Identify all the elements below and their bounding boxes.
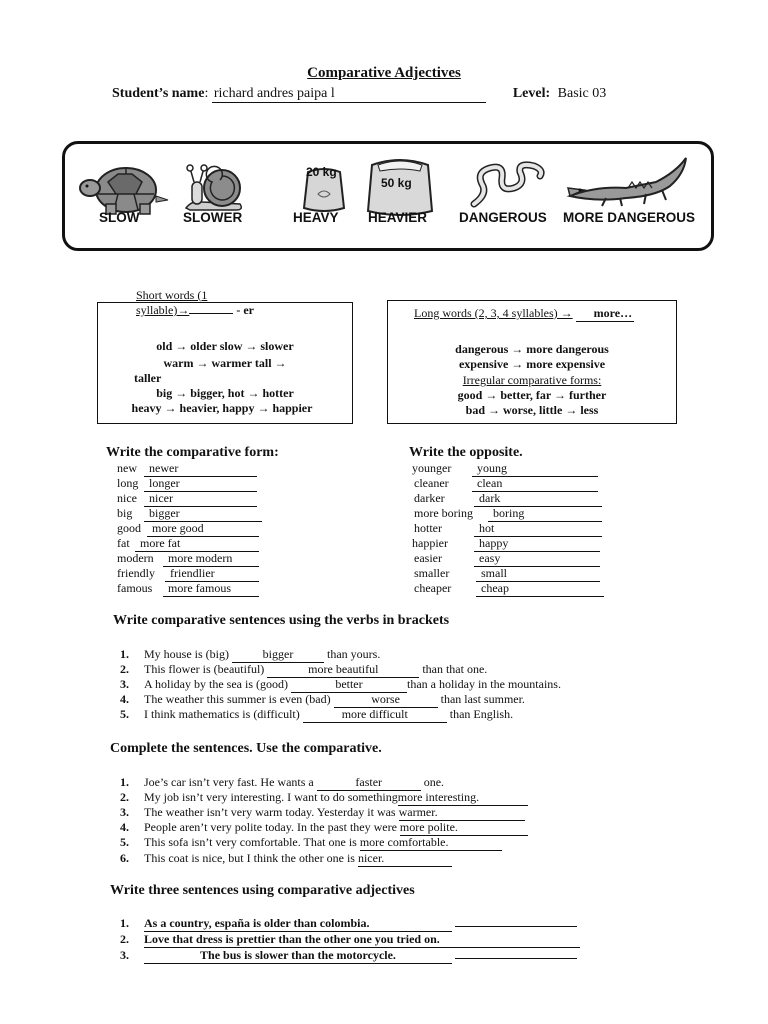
opposite-title: Write the opposite.: [409, 445, 523, 460]
short-words-heading-line1: Short words (1: [136, 288, 208, 302]
answer-field[interactable]: nicer.: [358, 851, 452, 867]
answer-field[interactable]: longer: [144, 476, 257, 492]
list-item: cleaner clean: [412, 476, 604, 491]
list-item: happier happy: [412, 536, 604, 551]
list-item: easier easy: [412, 551, 604, 566]
crocodile-icon: [566, 152, 690, 208]
brackets-section-title: Write comparative sentences using the verbs in brackets: [113, 613, 450, 628]
answer-field[interactable]: friendlier: [165, 566, 259, 582]
answer-field[interactable]: faster: [317, 775, 421, 791]
own-sentences-list: 1. As a country, españa is older than colombia. 2. Love that dress is prettier than the other one you tried on. 3. The bus is slower than the motorcycle.: [120, 916, 690, 966]
answer-field[interactable]: better: [291, 677, 407, 693]
brackets-list: 1. My house is (big) bigger than yours. 2. This flower is (beautiful) more beautiful than that one. 3. A holiday by the sea is (good) better than a holiday in the mountains. 4. The weather this summer is even (bad) worse than last summer. 5. I think mathematics is (difficult) more difficult than English.: [120, 647, 561, 721]
answer-field[interactable]: bigger: [232, 647, 324, 663]
short-rule-line-5: heavy → heavier, happy → happier: [131, 401, 313, 415]
small-sack-weight: 20 kg: [306, 165, 337, 179]
comparative-form-title: Write the comparative form:: [106, 445, 279, 460]
comparative-form-list: [117, 461, 262, 596]
answer-field[interactable]: more good: [147, 521, 259, 537]
answer-field[interactable]: dark: [474, 491, 602, 507]
answer-field[interactable]: clean: [472, 476, 598, 492]
label-slow: SLOW: [99, 210, 140, 225]
answer-field[interactable]: nicer: [144, 491, 257, 507]
list-item: cheaper cheap: [412, 581, 604, 596]
answer-field[interactable]: hot: [474, 521, 602, 537]
short-words-heading: [136, 288, 207, 303]
short-rule-line-3: taller: [134, 371, 162, 385]
short-rule-line-4: big → bigger, hot → hotter: [156, 386, 294, 400]
worksheet-title: Comparative Adjectives: [307, 65, 461, 81]
label-slower: SLOWER: [183, 210, 243, 225]
long-words-heading: [414, 306, 634, 322]
answer-field[interactable]: easy: [474, 551, 600, 567]
short-words-heading-row: [136, 303, 254, 318]
irregular-line-2: bad → worse, little → less: [465, 403, 599, 417]
opposite-list: [412, 461, 604, 596]
student-info-row: Student’s name: richard andres paipa l Level: Basic 03: [112, 86, 607, 101]
level-label: Level:: [512, 86, 551, 101]
list-item: fat more fat: [117, 536, 262, 551]
answer-field[interactable]: more fat: [135, 536, 259, 552]
answer-field[interactable]: As a country, españa is older than colombia.: [144, 916, 452, 932]
answer-field[interactable]: more modern: [163, 551, 259, 567]
long-rule-line-2: expensive → more expensive: [458, 357, 606, 371]
list-item: smaller small: [412, 566, 604, 581]
answer-field[interactable]: more difficult: [303, 707, 447, 723]
answer-field[interactable]: worse: [334, 692, 438, 708]
list-item: long longer: [117, 476, 262, 491]
answer-field[interactable]: more famous: [163, 581, 259, 597]
list-item: friendly friendlier: [117, 566, 262, 581]
answer-field[interactable]: more beautiful: [267, 662, 419, 678]
answer-field[interactable]: young: [472, 461, 598, 477]
list-item: nice nicer: [117, 491, 262, 506]
label-heavier: HEAVIER: [368, 210, 428, 225]
list-item: famous more famous: [117, 581, 262, 596]
list-item: darker dark: [412, 491, 604, 506]
short-words-suffix: - er: [236, 303, 254, 317]
list-item: hotter hot: [412, 521, 604, 536]
list-item: good more good: [117, 521, 262, 536]
list-item: younger young: [412, 461, 604, 476]
long-words-heading-text: Long words (2, 3, 4 syllables) →: [414, 306, 573, 320]
label-heavy: HEAVY: [293, 210, 339, 225]
answer-field[interactable]: Love that dress is prettier than the other one you tried on.: [144, 932, 580, 948]
irregular-heading: Irregular comparative forms:: [462, 373, 602, 387]
short-words-heading-line2: syllable)→: [136, 303, 190, 317]
answer-field[interactable]: more polite.: [400, 820, 528, 836]
complete-list: 1. Joe’s car isn’t very fast. He wants a faster one. 2. My job isn’t very interesting. I want to do somethingmore interesting. 3. The weather isn’t very warm today. Yesterday it was warmer. 4. People aren’t very polite today. In the past they were more polite. 5. This sofa isn’t very comfortable. That one is more comfortable. 6. This coat is nice, but I think the other one is nicer.: [120, 775, 680, 870]
large-sack-weight: 50 kg: [381, 176, 412, 190]
answer-field[interactable]: more interesting.: [398, 790, 528, 806]
answer-field[interactable]: happy: [474, 536, 600, 552]
irregular-line-1: good → better, far → further: [457, 388, 607, 402]
own-sentences-title: Write three sentences using comparative adjectives: [110, 883, 415, 898]
list-item: modern more modern: [117, 551, 262, 566]
list-item: more boring boring: [412, 506, 604, 521]
answer-field[interactable]: newer: [144, 461, 257, 477]
answer-field[interactable]: warmer.: [399, 805, 525, 821]
answer-field[interactable]: more comfortable.: [360, 835, 502, 851]
snail-icon: [182, 162, 244, 214]
answer-field[interactable]: The bus is slower than the motorcycle.: [144, 948, 452, 964]
short-rule-line-1: old → older slow → slower: [156, 339, 294, 353]
label-more-dangerous: MORE DANGEROUS: [563, 210, 696, 225]
list-item: new newer: [117, 461, 262, 476]
student-name-field[interactable]: [212, 86, 486, 103]
student-name-label: Student’s name: [112, 86, 205, 101]
answer-field[interactable]: cheap: [476, 581, 604, 597]
answer-field[interactable]: small: [476, 566, 600, 582]
answer-field[interactable]: boring: [488, 506, 602, 522]
answer-field[interactable]: bigger: [144, 506, 262, 522]
student-name-value: richard andres paipa l: [213, 86, 335, 101]
snake-icon: [468, 158, 548, 210]
complete-section-title: Complete the sentences. Use the comparative.: [110, 741, 382, 756]
label-dangerous: DANGEROUS: [459, 210, 547, 225]
list-item: big bigger: [117, 506, 262, 521]
long-words-more: more…: [593, 306, 633, 320]
short-rule-blank: [189, 313, 233, 314]
level-value: Basic 03: [557, 86, 607, 101]
long-rule-line-1: dangerous → more dangerous: [455, 342, 609, 356]
short-rule-line-2: warm → warmer tall →: [163, 356, 287, 370]
